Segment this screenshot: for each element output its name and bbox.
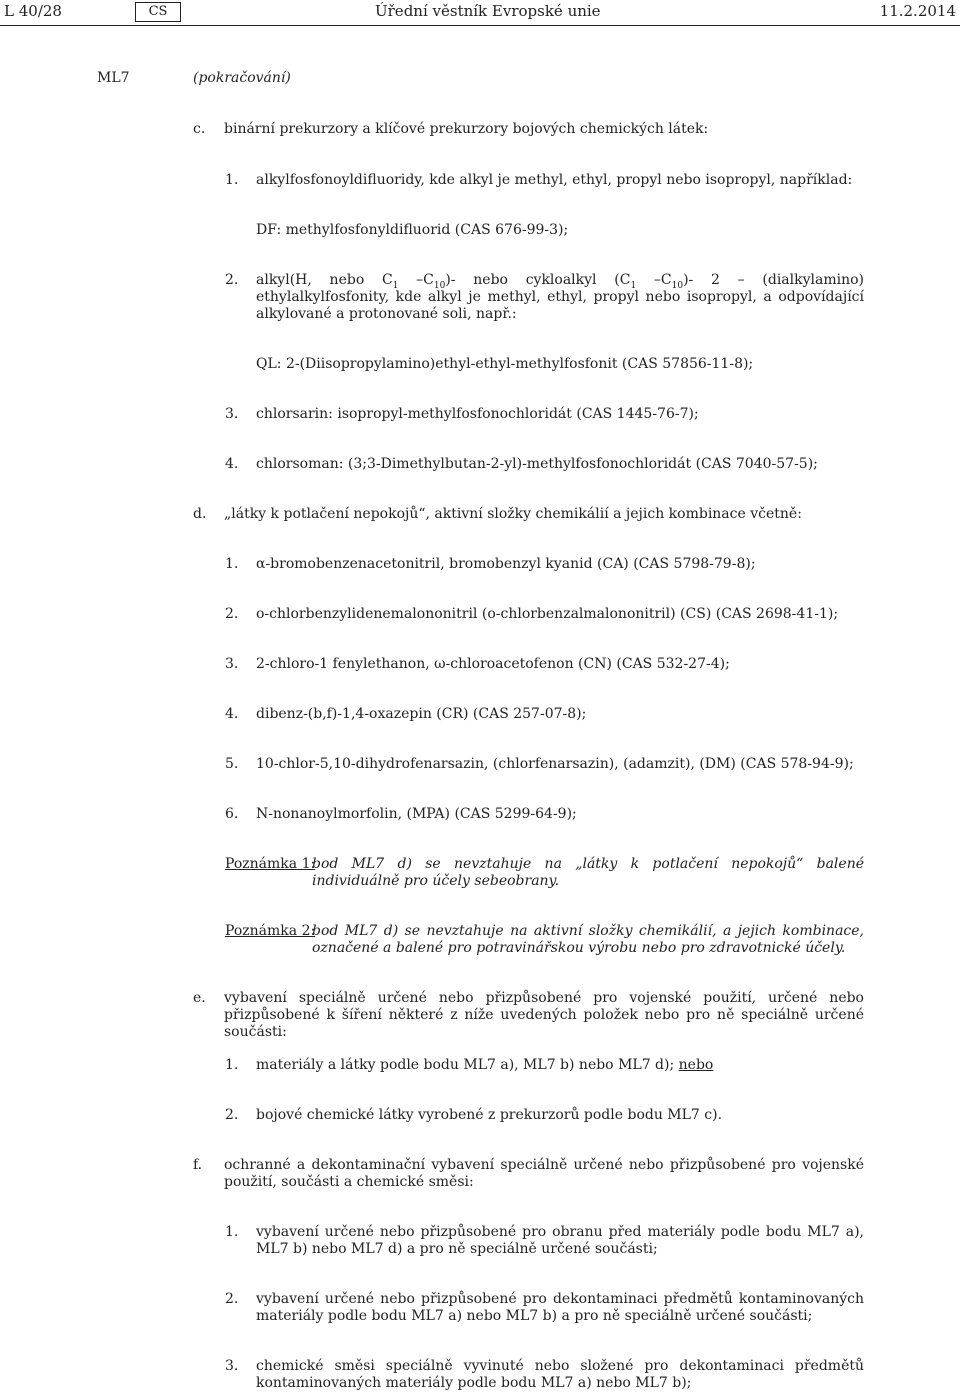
item-d1-text: α-bromobenzenacetonitril, bromobenzyl kyanid (CA) (CAS 5798-79-8);: [256, 556, 756, 572]
item-d4-text: dibenz-(b,f)-1,4-oxazepin (CR) (CAS 257-07-8);: [256, 706, 587, 722]
note-1-text: bod ML7 d) se nevztahuje na „látky k potlačení nepokojů“ balené individuálně pro účely sebeobrany.: [312, 856, 864, 889]
or-conjunction: nebo: [678, 1057, 714, 1073]
note-1-label: Poznámka 1:: [225, 856, 316, 872]
item-e2-text: bojové chemické látky vyrobené z prekurzorů podle bodu ML7 c).: [256, 1107, 723, 1123]
item-c2-number: 2.: [225, 272, 239, 288]
item-c4-text: chlorsoman: (3;3-Dimethylbutan-2-yl)-methylfosfonochloridát (CAS 7040-57-5);: [256, 456, 818, 472]
page-number: L 40/28: [4, 2, 62, 20]
item-d6-number: 6.: [225, 806, 239, 822]
item-d-text: „látky k potlačení nepokojů“, aktivní složky chemikálií a jejich kombinace včetně:: [224, 506, 802, 522]
item-c1-example: DF: methylfosfonyldifluorid (CAS 676-99-3);: [256, 222, 569, 238]
item-d4-number: 4.: [225, 706, 239, 722]
item-c3-number: 3.: [225, 406, 239, 422]
item-e-label: e.: [193, 990, 206, 1006]
item-d3-text: 2-chloro-1 fenylethanon, ω-chloroacetofenon (CN) (CAS 532-27-4);: [256, 656, 730, 672]
page-header: [0, 0, 960, 26]
item-c3-text: chlorsarin: isopropyl-methylfosfonochloridát (CAS 1445-76-7);: [256, 406, 699, 422]
item-c-text: binární prekurzory a klíčové prekurzory bojových chemických látek:: [224, 121, 709, 137]
note-2-label: Poznámka 2:: [225, 923, 316, 939]
journal-title: Úřední věstník Evropské unie: [375, 2, 601, 20]
item-d6-text: N-nonanoylmorfolin, (MPA) (CAS 5299-64-9);: [256, 806, 577, 822]
publication-date: 11.2.2014: [879, 2, 956, 20]
item-f2-number: 2.: [225, 1291, 239, 1307]
item-c-label: c.: [193, 121, 206, 137]
item-e2-number: 2.: [225, 1107, 239, 1123]
item-e1-number: 1.: [225, 1057, 239, 1073]
item-d-label: d.: [193, 506, 207, 522]
item-e1-text: materiály a látky podle bodu ML7 a), ML7 b) nebo ML7 d); nebo: [256, 1057, 714, 1073]
item-d1-number: 1.: [225, 556, 239, 572]
item-c2-text: alkyl(H, nebo $C_1$ $-C_{10})-$ nebo cykloalkyl ($C_1$ $-C_{10})-$ 2 – (dialkylamino) ethylalkylfosfonity, kde alkyl je methyl, ethyl, propyl nebo isopropyl, a odpovídající alkylované a protonované soli, např.:: [256, 272, 864, 322]
language-badge: CS: [135, 2, 181, 22]
item-d5-number: 5.: [225, 756, 239, 772]
item-c1-number: 1.: [225, 172, 239, 188]
item-f1-text: vybavení určené nebo přizpůsobené pro obranu před materiály podle bodu ML7 a), ML7 b) nebo ML7 d) a pro ně speciálně určené součásti;: [256, 1224, 864, 1257]
item-f3-text: chemické směsi speciálně vyvinuté nebo složené pro dekontaminaci předmětů kontaminovaných materiály podle bodu ML7 a) nebo ML7 b);: [256, 1358, 864, 1391]
item-d3-number: 3.: [225, 656, 239, 672]
item-c1-text: alkylfosfonoyldifluoridy, kde alkyl je methyl, ethyl, propyl nebo isopropyl, například:: [256, 172, 853, 188]
item-c4-number: 4.: [225, 456, 239, 472]
header-rule: [0, 25, 960, 26]
continuation-note: (pokračování): [193, 70, 291, 86]
note-2-text: bod ML7 d) se nevztahuje na aktivní složky chemikálií, a jejich kombinace, označené a balené pro potravinářskou výrobu nebo pro zdravotnické účely.: [312, 923, 864, 956]
item-d2-number: 2.: [225, 606, 239, 622]
item-f-label: f.: [193, 1157, 203, 1173]
item-d2-text: o-chlorbenzylidenemalononitril (o-chlorbenzalmalononitril) (CS) (CAS 2698-41-1);: [256, 606, 839, 622]
item-f1-number: 1.: [225, 1224, 239, 1240]
item-f2-text: vybavení určené nebo přizpůsobené pro dekontaminaci předmětů kontaminovaných materiály podle bodu ML7 a) nebo ML7 b) a pro ně speciálně určené součásti;: [256, 1291, 864, 1324]
item-d5-text: 10-chlor-5,10-dihydrofenarsazin, (chlorfenarsazin), (adamzit), (DM) (CAS 578-94-9);: [256, 756, 854, 772]
item-f3-number: 3.: [225, 1358, 239, 1374]
item-e-text: vybavení speciálně určené nebo přizpůsobené pro vojenské použití, určené nebo přizpůsobené k šíření některé z níže uvedených položek nebo pro ně speciálně určené součásti:: [224, 990, 864, 1040]
section-code: ML7: [97, 70, 130, 86]
item-f-text: ochranné a dekontaminační vybavení speciálně určené nebo přizpůsobené pro vojenské použití, součásti a chemické směsi:: [224, 1157, 864, 1190]
item-c2-example: QL: 2-(Diisopropylamino)ethyl-ethyl-methylfosfonit (CAS 57856-11-8);: [256, 356, 754, 372]
